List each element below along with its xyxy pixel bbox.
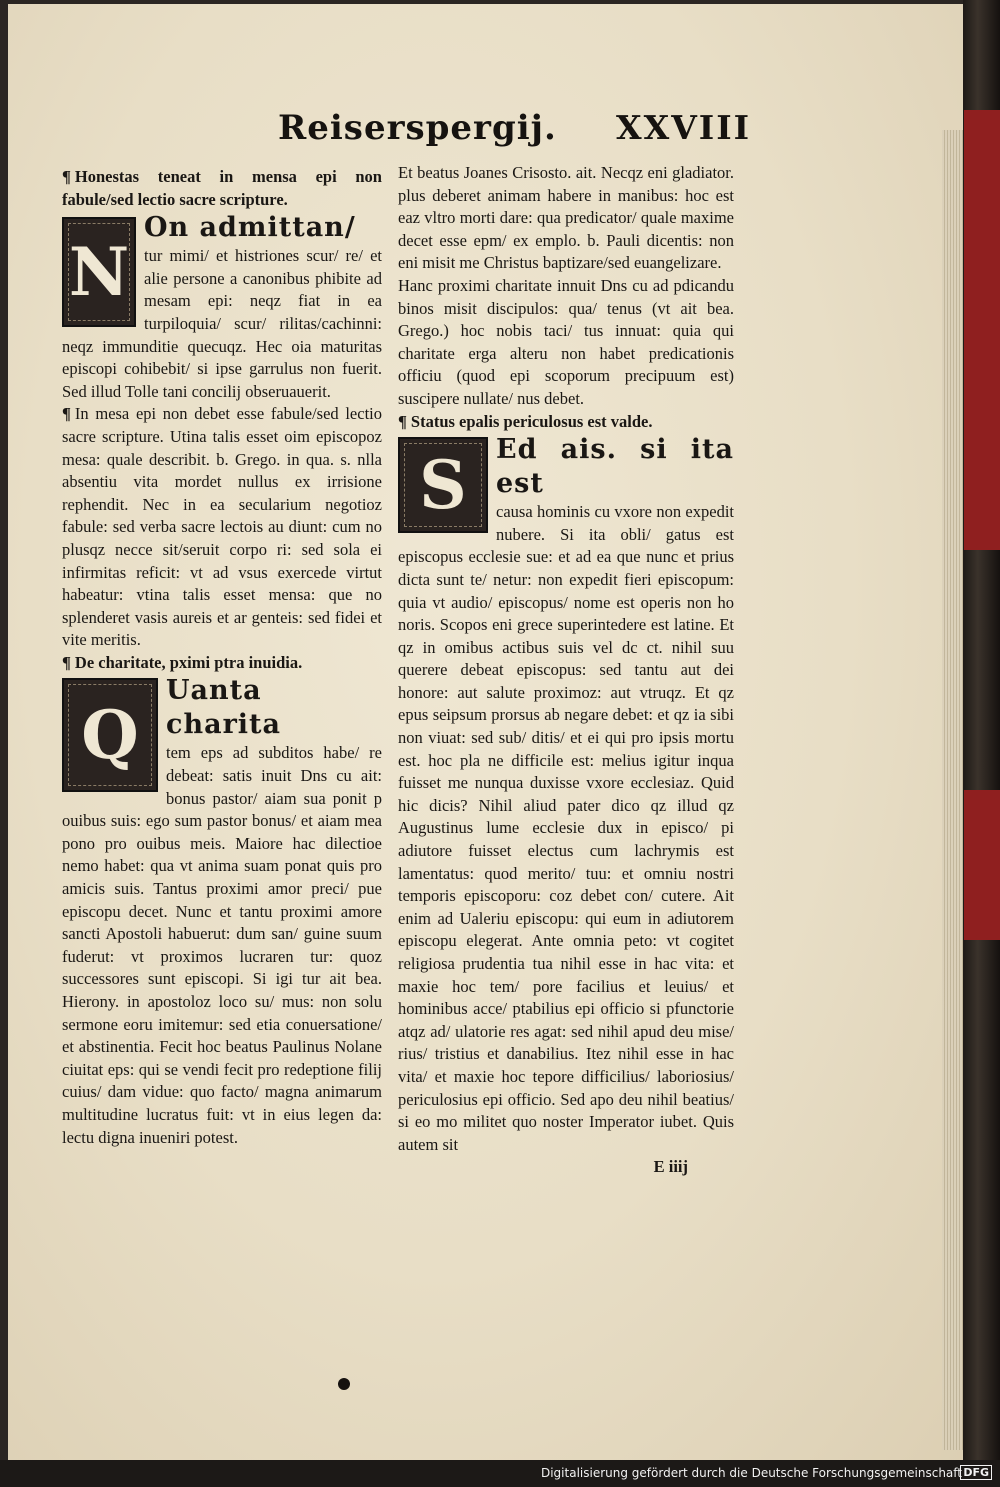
signature-mark: E iiij xyxy=(653,1157,688,1177)
folio-number: XXVIII xyxy=(616,108,752,147)
funding-credit: Digitalisierung gefördert durch die Deutsche Forschungsgemeinschaft xyxy=(540,1466,962,1480)
pilcrow-icon: ¶ xyxy=(62,652,71,672)
decorated-initial-n: N xyxy=(62,217,136,327)
paragraph: causa hominis cu vxore non expedit nubere. Si ita obli/ gatus est episcopus ecclesie sue: et ad ea que nunc et prius dicta sunt te/ netur: non expedit fieri episcopum: quia vt audio/ episcopus/ nome est operis non ho noris. Scopos eni grece superintedere est latine. Et qz in omibus actibus suis vel dc ct. nihil suu querere debeat episcopus: sed tantu aut dei honore: aut salute proximoz: aut vtruqz. Et qz epus seipsum prorsus ab negare debet: et qz ia sibi non viuat: sed sub/ ditis/ et ei qui pro ipsis mortu est. hoc pla ne difficile est: melius igitur inqua fuisset me nunqua duxisse vxore ecclesiaz. Quid hic dicis? Nihil aliud pater dico qz illud qz Augustinus lume ecclesie dux in episco/ pi adiutore fuisset electus cum lachrymis est lamentatus: quod merito/ tuu: et omniu nostri temporis episcoporu: coz debet con/ cutere. Ait enim ad Ualeriu episcopu: qui eum in adiutorem episcopu elegerat. Ante omnia peto: vt cogitet religiosa prudentia tua nihil esse in hac vita: et maxie hoc tem/ pore facilius et leuius/ et hominibus acce/ ptabilius epi officio si pfunctorie atqz ad/ ulatorie res agat: sed nihil apud deu mise/ rius/ tristius et danabilius. Itez nihil esse in hac vita/ et maxie hoc tepore difficilius/ laboriosius/ periculosius epi officio. Sed apo deu nihil beatius/ si eo mo militet quo noster Imperator iubet. Quis autem sit xyxy=(398,502,734,1154)
lead-words: Ed ais. si ita est xyxy=(496,434,734,500)
paragraph: ¶ In mesa epi non debet esse fabule/sed lectio sacre scripture. Utina talis esset oim episcopoz mesa: quale describit. b. Grego. in qua. s. nlla absentiu vita mordet nullus ex irrisione rephendit. Nec in ea secularium negotioz fabule: sed verba sacre lectois au diunt: cum no plusqz necce sit/seruit corpo ri: sed sola ei infirmitas reficit: vt ad vsus exercede virtut habeatur: vtina talis esset mensa: que no splenderet vasis aureis et ar genteis: sed fidei et vite meritis. xyxy=(62,404,382,650)
running-title: Reiserspergij. xyxy=(278,108,557,148)
section-heading: ¶ Status epalis periculosus est valde. xyxy=(398,411,653,431)
ink-spot xyxy=(338,1378,350,1390)
red-bookmark-tab-lower xyxy=(964,790,1000,940)
paragraph: tur mimi/ et histriones scur/ re/ et alie persone a canonibus phibite ad mesam epi: neqz fiat in ea turpiloquia/ scur/ rilitas/cachinni: neqz immunditie quecuqz. Hec oia maturitas episcopi cohibebit/ si ipse garrulus non fuerit. Sed illud Tolle tani concilij obseruauerit. xyxy=(62,246,382,401)
paragraph: Et beatus Joanes Crisosto. ait. Necqz eni gladiator. plus deberet animam habere in manibus: hoc est eaz vltro morti dare: qua predicator/ quale maxime decet esse epm/ ex emplo. b. Pauli dicentis: non eni misit me Christus baptizare/sed euangelizare. xyxy=(398,163,734,273)
pilcrow-icon: ¶ xyxy=(398,411,407,431)
lead-words: On admittan/ xyxy=(144,212,356,244)
pilcrow-icon: ¶ xyxy=(62,167,71,186)
section-heading: ¶ De charitate, pximi ptra inuidia. xyxy=(62,652,303,672)
red-bookmark-tab xyxy=(964,110,1000,550)
pilcrow-icon: ¶ xyxy=(62,404,71,424)
dfg-logo-icon: DFG xyxy=(960,1465,992,1480)
page-fore-edge xyxy=(942,130,964,1450)
paragraph: tem eps ad subditos habe/ re debeat: satis inuit Dns cu ait: bonus pastor/ aiam sua ponit p ouibus suis: ego sum pastor bonus/ et aiam mea pono pro ouibus meis. Maiore hac dilectioe nemo habet: qua vt anima suam ponat quis pro amicis suis. Tantus proximi amor preci/ pue episcopu decet. Nunc et tantu proximi amore sancti Apostoli habuerut: dum san/ guine suum fuderut: vt proximos lucraren tur: quoz successores sunt episcopi. Si igi tur ait bea. Hierony. in apostoloz loco su/ mus: non solu sermone eoru imitemur: sed etia conuersatione/ et abstinentia. Fecit hoc beatus Paulinus Nolane ciuitat eps: qui se vendi fecit pro redeptione filij cuius/ dam vidue: quo facto/ magna animarum multitudine lucratus fuit: vt in eius legen da: lectu digna inueniri potest. xyxy=(62,743,382,1147)
paragraph: Hanc proximi charitate innuit Dns cu ad pdicandu binos misit discipulos: qua/ tenus (vt ait bea. Grego.) hoc nobis taci/ tus innuat: quia qui charitate erga alteru non habet predicationis officiu (quod epi scoporum precipuum est) suscipere nullate/ nus debet. xyxy=(398,275,734,408)
decorated-initial-q: Q xyxy=(62,678,158,792)
left-column xyxy=(62,166,382,1149)
section-heading: ¶ Honestas teneat in mensa epi non fabule/sed lectio sacre scripture. xyxy=(62,167,382,209)
lead-words: Uanta charita xyxy=(166,675,282,741)
right-column xyxy=(398,162,734,1179)
decorated-initial-s: S xyxy=(398,437,488,533)
